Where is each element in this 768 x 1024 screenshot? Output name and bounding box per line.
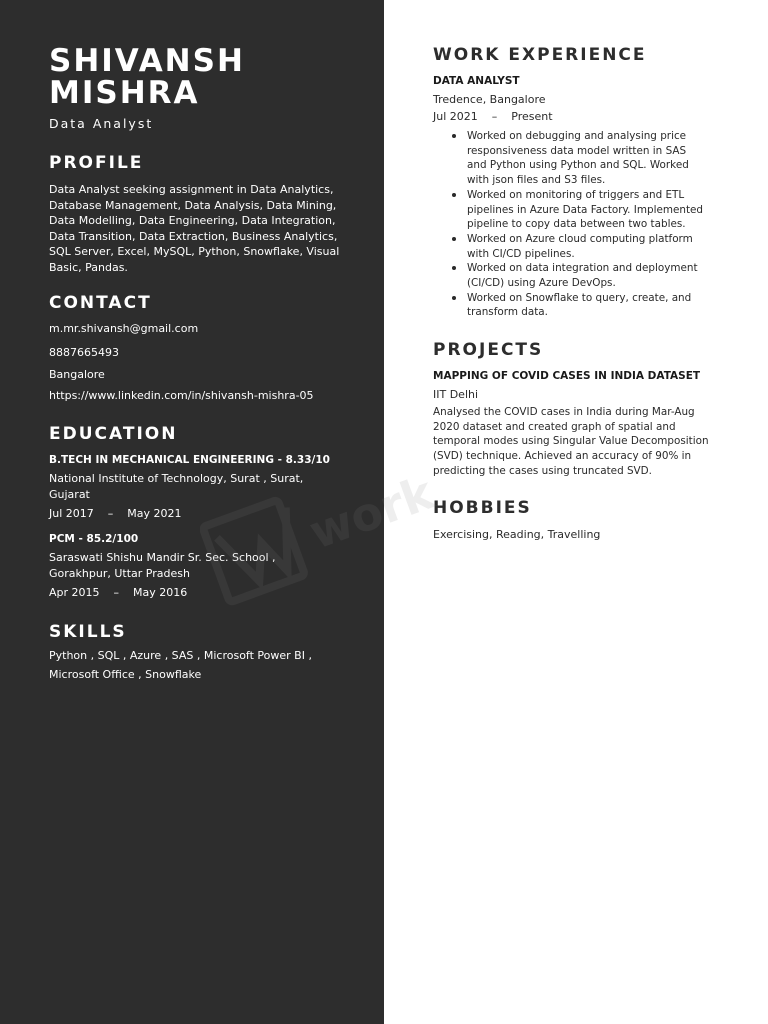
work-end-date: Present: [511, 110, 553, 123]
work-bullet-list: [452, 129, 708, 320]
project-org: IIT Delhi: [433, 388, 479, 401]
work-start-date: Jul 2021: [433, 110, 478, 123]
education-end-date: May 2021: [127, 507, 182, 520]
candidate-name: SHIVANSH MISHRA: [49, 43, 245, 111]
work-position: DATA ANALYST: [433, 75, 520, 87]
work-dates: [433, 110, 553, 123]
education-start-date: Apr 2015: [49, 586, 100, 599]
work-company: Tredence, Bangalore: [433, 93, 546, 106]
contact-heading: CONTACT: [49, 293, 152, 313]
skills-text: Python , SQL , Azure , SAS , Microsoft Power BI , Microsoft Office , Snowflake: [49, 649, 312, 681]
education-end-date: May 2016: [133, 586, 188, 599]
education-start-date: Jul 2017: [49, 507, 94, 520]
work-experience-heading: WORK EXPERIENCE: [433, 45, 647, 65]
list-item: Worked on Azure cloud computing platform with CI/CD pipelines.: [452, 232, 708, 261]
projects-heading: PROJECTS: [433, 340, 544, 360]
contact-linkedin[interactable]: https://www.linkedin.com/in/shivansh-mishra-05: [49, 389, 314, 402]
project-name: MAPPING OF COVID CASES IN INDIA DATASET: [433, 370, 701, 382]
list-item: Worked on debugging and analysing price responsiveness data model written in SAS and Python using Python and SQL. Worked with json files and S3 files.: [452, 129, 708, 188]
education-dates: [49, 586, 187, 599]
list-item: Worked on data integration and deployment (CI/CD) using Azure DevOps.: [452, 261, 708, 290]
contact-location: Bangalore: [49, 368, 105, 381]
contact-email[interactable]: m.mr.shivansh@gmail.com: [49, 322, 199, 335]
hobbies-text: Exercising, Reading, Travelling: [433, 528, 601, 541]
education-school: National Institute of Technology, Surat , Surat, Gujarat: [49, 472, 304, 501]
education-dates: [49, 507, 182, 520]
list-item: Worked on monitoring of triggers and ETL pipelines in Azure Data Factory. Implemented pipeline to copy data between two tables.: [452, 188, 708, 232]
education-degree: B.TECH IN MECHANICAL ENGINEERING - 8.33/10: [49, 454, 330, 466]
main-content: [384, 0, 768, 1024]
hobbies-heading: HOBBIES: [433, 498, 532, 518]
profile-heading: PROFILE: [49, 153, 144, 173]
profile-text: Data Analyst seeking assignment in Data Analytics, Database Management, Data Analysis, Data Mining, Data Modelling, Data Engineering, Data Integration, Data Transition, Data Extraction, Business Analytics, SQL Server, Excel, MySQL, Python, Snowflake, Visual Basic, Pandas.: [49, 183, 340, 274]
education-school: Saraswati Shishu Mandir Sr. Sec. School , Gorakhpur, Uttar Pradesh: [49, 551, 276, 580]
date-separator: –: [491, 110, 498, 123]
list-item: Worked on Snowflake to query, create, and transform data.: [452, 291, 708, 320]
project-description: Analysed the COVID cases in India during Mar-Aug 2020 dataset and created graph of spatial and temporal modes using Singular Value Decomposition (SVD) technique. Achieved an accuracy of 90% in predicting the cases using truncated SVD.: [433, 406, 709, 477]
date-separator: –: [107, 507, 114, 520]
contact-phone: 8887665493: [49, 346, 119, 359]
skills-heading: SKILLS: [49, 622, 127, 642]
education-degree: PCM - 85.2/100: [49, 533, 139, 545]
candidate-role: Data Analyst: [49, 116, 154, 131]
education-heading: EDUCATION: [49, 424, 178, 444]
date-separator: –: [113, 586, 120, 599]
